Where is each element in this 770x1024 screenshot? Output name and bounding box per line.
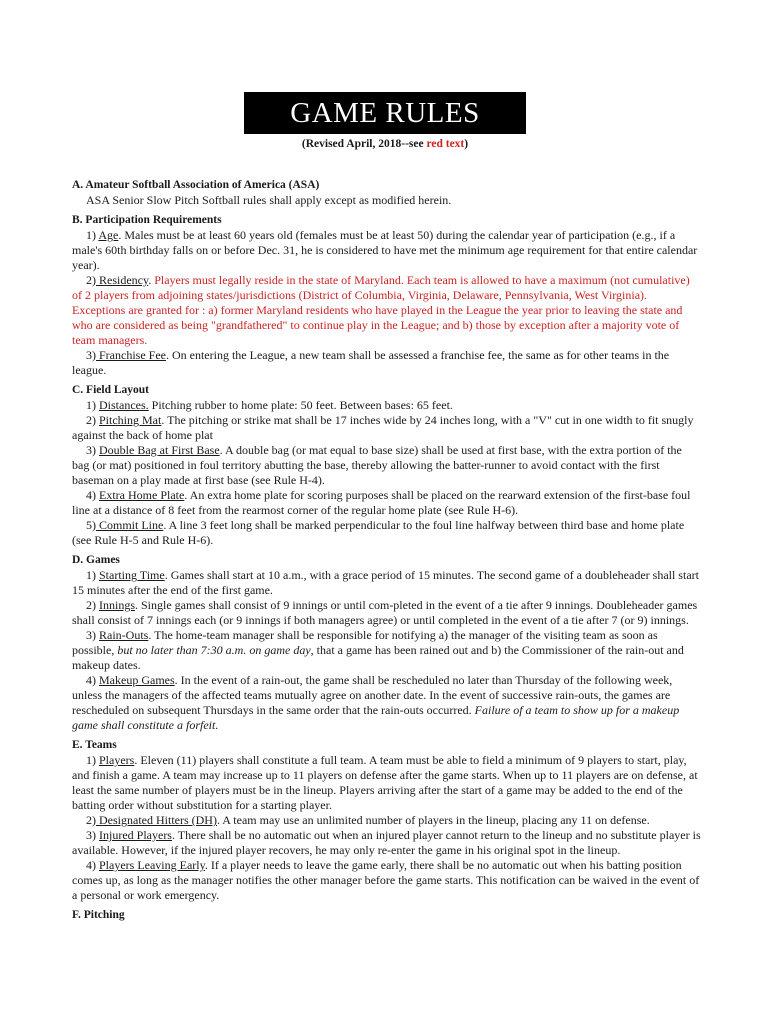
- rule-b3-text: . On entering the League, a new team shall be assessed a franchise fee, the same as for other teams in the league.: [72, 348, 670, 377]
- rule-d1: [72, 568, 702, 598]
- rule-c1-number: 1): [86, 398, 99, 412]
- rule-d4-number: 4): [86, 673, 99, 687]
- rule-d1-text: . Games shall start at 10 a.m., with a grace period of 15 minutes. The second game of a doubleheader shall start 15 minutes after the end of the first game.: [72, 568, 699, 597]
- section-a-heading: A. Amateur Softball Association of America (ASA): [72, 179, 320, 191]
- rule-e3-title: Injured Players: [99, 828, 172, 842]
- section-c-heading: C. Field Layout: [72, 384, 149, 396]
- rule-b3-number: 3): [86, 348, 96, 362]
- rule-e3-number: 3): [86, 828, 99, 842]
- rule-c5-number: 5): [86, 518, 96, 532]
- rule-d4: [72, 673, 702, 733]
- rule-e4: [72, 858, 702, 903]
- rule-c1: [72, 398, 702, 413]
- section-d-heading: D. Games: [72, 554, 120, 566]
- rule-e1-title: Players: [99, 753, 135, 767]
- rule-e1: [72, 753, 702, 813]
- rule-c2-text: . The pitching or strike mat shall be 17 inches wide by 24 inches long, with a "V" cut in one width to fit snugly against the back of home plat: [72, 413, 694, 442]
- rule-e3: [72, 828, 702, 858]
- rule-d3-text: . The home-team manager shall be responsible for notifying a) the manager of the visiting team as soon as possible,: [72, 628, 658, 657]
- rule-c5: [72, 518, 702, 548]
- rule-c2-title: Pitching Mat: [99, 413, 162, 427]
- rule-b1-number: 1): [86, 228, 99, 242]
- rule-d3: [72, 628, 702, 673]
- rule-d2: [72, 598, 702, 628]
- rule-e2-text: . A team may use an unlimited number of players in the lineup, placing any 11 on defense.: [216, 813, 650, 827]
- rule-b2-red-text: Players must legally reside in the state of Maryland. Each team is allowed to have a maximum (not cumulative) of 2 players from adjoining states/jurisdictions (District of Columbia, Virginia, Delaware, Pennsylvania, West Virginia). Exceptions are granted for : a) former Maryland residents who have played in the League the year prior to leaving the state and who are considered as being "grandfathered" to continue play in the League; and b) those by exception after a majority vote of team managers.: [72, 273, 690, 347]
- section-f-heading: F. Pitching: [72, 909, 125, 921]
- rule-d4-italic-text: Failure of a team to show up for a makeup game shall constitute a forfeit.: [72, 703, 680, 732]
- rule-d1-title: Starting Time: [99, 568, 165, 582]
- rule-b2: [72, 273, 702, 348]
- page-title: GAME RULES: [244, 92, 526, 134]
- rule-d3-title: Rain-Outs: [99, 628, 149, 642]
- rule-c3-number: 3): [86, 443, 99, 457]
- section-a-text: [72, 193, 702, 208]
- section-e-heading: E. Teams: [72, 739, 117, 751]
- rule-e1-number: 1): [86, 753, 99, 767]
- rule-c4-number: 4): [86, 488, 99, 502]
- rule-e2-number: 2): [86, 813, 96, 827]
- rule-c2-number: 2): [86, 413, 99, 427]
- rule-d3-text-end: , that a game has been rained out and b) the Commissioner of the rain-out and makeup dates.: [72, 643, 684, 672]
- rule-d2-number: 2): [86, 598, 99, 612]
- rule-e2: [72, 813, 702, 828]
- rule-d4-text: . In the event of a rain-out, the game shall be rescheduled no later than Thursday of the following week, unless the managers of the affected teams mutually agree on another date. In the event of successive rain-outs, the games are rescheduled on subsequent Thursdays in the same order that the rain-outs occurred.: [72, 673, 673, 717]
- rule-b3-title: Franchise Fee: [96, 348, 166, 362]
- rule-d1-number: 1): [86, 568, 99, 582]
- rule-b2-number: 2): [86, 273, 96, 287]
- rule-e2-title: Designated Hitters (DH): [96, 813, 217, 827]
- rule-d4-title: Makeup Games: [99, 673, 175, 687]
- rule-e1-text: . Eleven (11) players shall constitute a full team. A team must be able to field a minimum of 9 players to start, play, and finish a game. A team may increase up to 11 players on defense after the game starts. When up to 11 players are on defense, at least the same number of players must be in the lineup. Players arriving after the start of a game may be added to the end of the batting order without substitution for a starting player.: [72, 753, 698, 812]
- rule-b3: [72, 348, 702, 378]
- rule-d3-number: 3): [86, 628, 99, 642]
- rule-b2-title: Residency: [96, 273, 149, 287]
- rule-c3-title: Double Bag at First Base: [99, 443, 220, 457]
- revision-note: [0, 137, 770, 152]
- revision-prefix: (Revised April, 2018--see: [301, 138, 427, 150]
- rule-b1: [72, 228, 702, 273]
- rule-c5-title: Commit Line: [96, 518, 164, 532]
- rule-c4: [72, 488, 702, 518]
- revision-suffix: ): [464, 138, 469, 150]
- rule-d3-italic-text: but no later than 7:30 a.m. on game day: [117, 643, 311, 657]
- rule-c1-text: Pitching rubber to home plate: 50 feet. Between bases: 65 feet.: [148, 398, 453, 412]
- rule-d2-title: Innings: [99, 598, 135, 612]
- rule-e4-number: 4): [86, 858, 99, 872]
- rule-e4-text: . If a player needs to leave the game early, there shall be no automatic out when his batting position comes up, as long as the manager notifies the other manager before the game starts. This notification can be waived in the event of a personal or work emergency.: [72, 858, 700, 902]
- rule-c5-text: . A line 3 feet long shall be marked perpendicular to the foul line halfway between third base and home plate (see Rule H-5 and Rule H-6).: [72, 518, 685, 547]
- rule-c2: [72, 413, 702, 443]
- section-a-body: ASA Senior Slow Pitch Softball rules shall apply except as modified herein.: [86, 193, 452, 207]
- rule-c1-title: Distances.: [99, 398, 149, 412]
- rule-c4-title: Extra Home Plate: [99, 488, 185, 502]
- rule-c4-text: . An extra home plate for scoring purposes shall be placed on the rearward extension of the first-base foul line at a distance of 8 feet from the rearmost corner of the regular home plate (see Rule H-6).: [72, 488, 691, 517]
- rule-b1-title: Age: [98, 228, 119, 242]
- rule-c3-text: . A double bag (or mat equal to base size) shall be used at first base, with the extra portion of the bag (or mat) positioned in foul territory abutting the base, thereby allowing the batter-runner to avoid contact with the first baseman on a play made at first base (see Rule H-4).: [72, 443, 682, 487]
- rule-b1-text: . Males must be at least 60 years old (females must be at least 50) during the calendar year of participation (e.g., if a male's 60th birthday falls on or before Dec. 31, he is considered to have met the minimum age requirement for that entire calendar year).: [72, 228, 698, 272]
- rule-e3-text: . There shall be no automatic out when an injured player cannot return to the lineup and no substitute player is available. However, if the injured player recovers, he may only re-enter the game in his original spot in the lineup.: [72, 828, 701, 857]
- revision-red-text: red text: [426, 138, 465, 150]
- rule-d2-text: . Single games shall consist of 9 innings or until com-pleted in the event of a tie after 9 innings. Doubleheader games shall consist of 7 innings each (or 9 innings if both managers agree) or until completed in the event of a tie after 7 (or 9) innings.: [72, 598, 698, 627]
- rules-content: [72, 178, 702, 923]
- section-b-heading: B. Participation Requirements: [72, 214, 222, 226]
- rule-e4-title: Players Leaving Early: [99, 858, 205, 872]
- rule-b2-text: .: [148, 273, 155, 287]
- rule-c3: [72, 443, 702, 488]
